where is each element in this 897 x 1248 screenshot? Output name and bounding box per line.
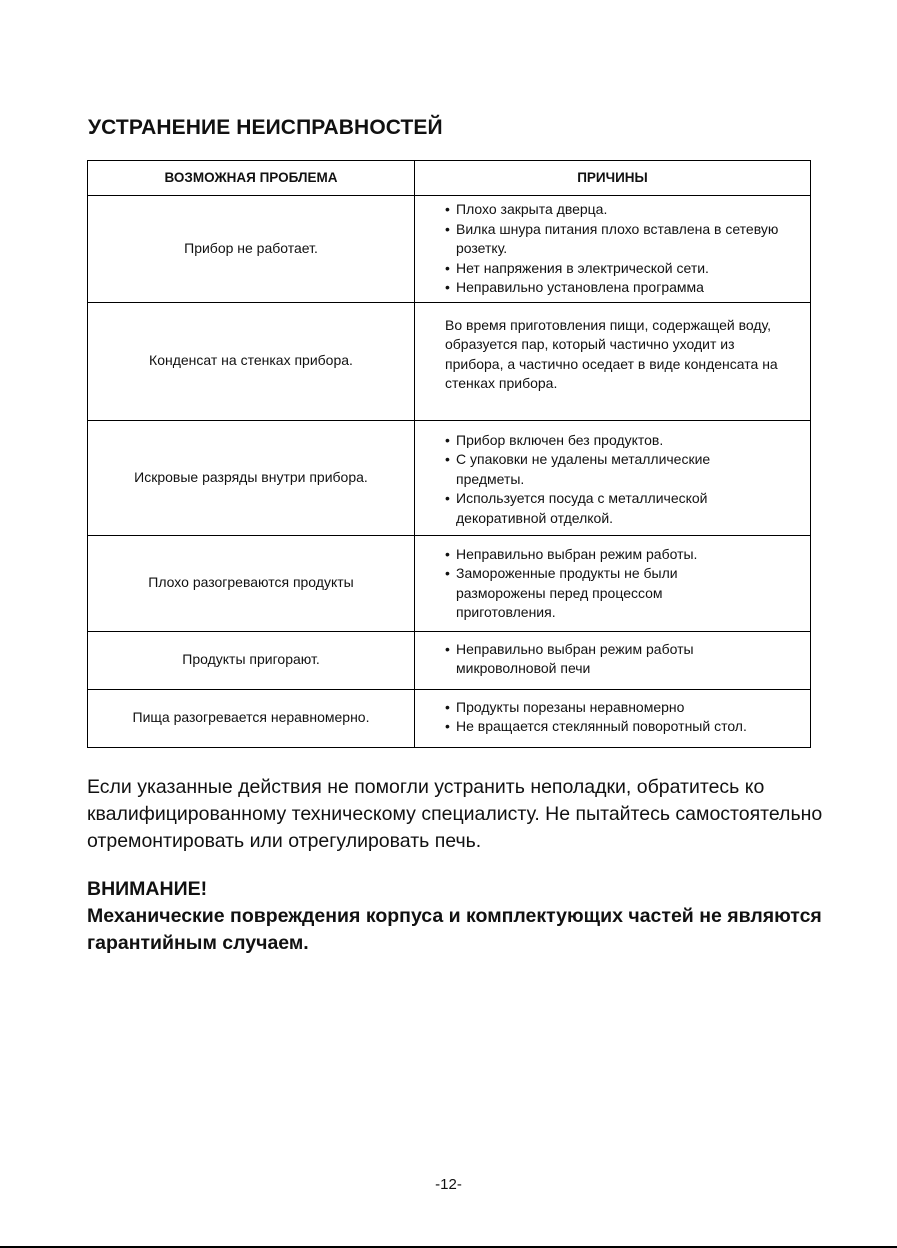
advice-paragraph: Если указанные действия не помогли устранить неполадки, обратитесь ко квалифицированному техническому специалисту. Не пытайтесь самостоятельно отремонтировать или отрегулировать печь.	[87, 776, 823, 852]
problem-cell: Конденсат на стенках прибора.	[88, 302, 415, 420]
table-header-row	[88, 161, 811, 196]
cause-item: • Неправильно выбран режим работы микроволновой печи	[445, 640, 750, 679]
cause-item: • Плохо закрыта дверца.	[445, 200, 802, 220]
cause-item: • Замороженные продукты не были разморожены перед процессом приготовления.	[445, 564, 750, 623]
causes-list	[445, 545, 750, 623]
problem-cell: Продукты пригорают.	[88, 631, 415, 689]
warning-heading: ВНИМАНИЕ!	[87, 878, 208, 900]
causes-cell	[415, 535, 811, 631]
causes-cell	[415, 631, 811, 689]
table-row	[88, 535, 811, 631]
table-row	[88, 689, 811, 747]
causes-cell	[415, 196, 811, 303]
cause-item: • Нет напряжения в электрической сети.	[445, 259, 802, 279]
problem-cell: Пища разогревается неравномерно.	[88, 689, 415, 747]
cause-item: • С упаковки не удалены металлические предметы.	[445, 450, 780, 489]
problem-cell: Плохо разогреваются продукты	[88, 535, 415, 631]
cause-item: • Неправильно выбран режим работы.	[445, 545, 750, 565]
problem-cell: Искровые разряды внутри прибора.	[88, 420, 415, 535]
cause-paragraph: Во время приготовления пищи, содержащей воду, образуется пар, который частично уходит из прибора, а частично оседает в виде конденсата на стенках прибора.	[445, 316, 778, 391]
causes-list	[445, 698, 806, 737]
table-row	[88, 302, 811, 420]
cause-item: • Прибор включен без продуктов.	[445, 431, 780, 451]
troubleshooting-table	[87, 160, 811, 748]
table-row	[88, 631, 811, 689]
causes-cell	[415, 420, 811, 535]
page-title: УСТРАНЕНИЕ НЕИСПРАВНОСТЕЙ	[88, 116, 443, 139]
column-header-problem: ВОЗМОЖНАЯ ПРОБЛЕМА	[88, 161, 415, 196]
cause-item: • Неправильно установлена программа	[445, 278, 802, 298]
table-row	[88, 196, 811, 303]
warning-block	[87, 876, 827, 957]
causes-list	[445, 431, 780, 529]
column-header-causes: ПРИЧИНЫ	[415, 161, 811, 196]
table-row	[88, 420, 811, 535]
causes-list	[445, 640, 750, 679]
cause-item: • Продукты порезаны неравномерно	[445, 698, 806, 718]
page-number: -12-	[435, 1176, 462, 1193]
cause-item: • Не вращается стеклянный поворотный стол.	[445, 717, 806, 737]
causes-cell	[415, 689, 811, 747]
problem-cell: Прибор не работает.	[88, 196, 415, 303]
causes-list	[445, 200, 802, 298]
causes-cell	[415, 302, 811, 420]
cause-item: • Вилка шнура питания плохо вставлена в сетевую розетку.	[445, 220, 802, 259]
warning-text: Механические повреждения корпуса и комплектующих частей не являются гарантийным случаем.	[87, 905, 822, 954]
cause-item: • Используется посуда с металлической декоративной отделкой.	[445, 489, 780, 528]
